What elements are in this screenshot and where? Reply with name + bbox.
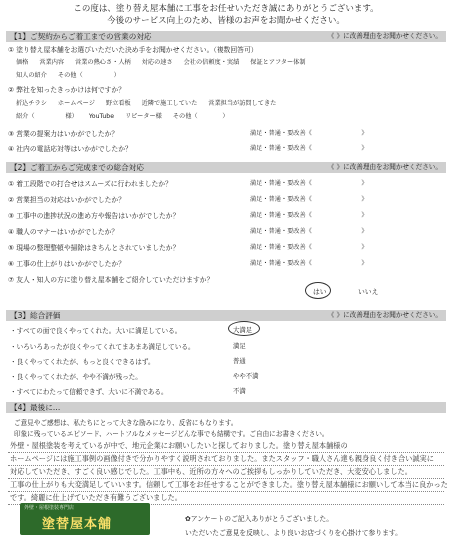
option-repeater[interactable]: リピーター様 — [124, 113, 162, 120]
logo-name: 塗替屋本舗 — [42, 517, 113, 532]
write-line — [8, 491, 444, 492]
s2-q6-scale[interactable]: 満足・普通・要改善《 》 — [250, 260, 368, 267]
option-other[interactable]: その他（ ） — [57, 72, 120, 79]
s2-question-1: ① 着工段階での打合せはスムーズに行われましたか？ — [8, 180, 172, 188]
s2-q1-scale[interactable]: 満足・普通・要改善《 》 — [250, 180, 368, 187]
section-2-header — [6, 162, 446, 173]
option-other-2[interactable]: その他（ ） — [172, 113, 229, 120]
option-referral[interactable]: 知人の紹介 — [16, 72, 47, 79]
section-3-hint: 《 》に改善理由をお聞かせください。 — [327, 311, 442, 319]
handwritten-line-1: 外壁・屋根塗装を考えているが中で、地元企業にお願いしたいと探しておりました。塗り替え屋本舗様の — [10, 441, 348, 450]
write-line — [8, 452, 444, 453]
s1-q2-options-b — [16, 111, 238, 120]
option-speed[interactable]: 対応の速さ — [141, 59, 173, 66]
write-line — [8, 465, 444, 466]
intro-line-1: この度は、塗り替え屋本舗に工事をお任せいただき誠にありがとうございます。 — [73, 4, 379, 14]
section-3-header — [6, 310, 446, 321]
intro-line-2: 今後のサービス向上のため、皆様のお声をお聞かせください。 — [107, 16, 345, 26]
yes-option[interactable]: はい — [313, 288, 327, 296]
s4-note-1: ご意見やご感想は、私たちにとって大きな励みになり、反省にもなります。 — [14, 419, 238, 427]
eval-row-2: ・いろいろあったが良くやってくれてまあまあ満足している。 — [10, 343, 195, 351]
s1-question-3: ③ 営業の提案力はいかがでしたか？ — [8, 130, 119, 138]
eval-level-4[interactable]: やや不満 — [233, 372, 259, 380]
s1-q1-options-b — [16, 70, 129, 79]
s4-note-2: 印象に残っているエピソード、ハートフルなメッセージどんな事でも結構です。ご自由にお書きください。 — [14, 430, 329, 438]
company-logo — [20, 503, 150, 535]
eval-row-1: ・すべての面で良くやってくれた。大いに満足している。 — [10, 327, 182, 335]
s2-question-4: ④ 職人のマナーはいかがでしたか？ — [8, 228, 119, 236]
option-sales-content[interactable]: 営業内容 — [39, 59, 65, 66]
option-warranty[interactable]: 保証とアフター体制 — [250, 59, 306, 66]
handwritten-line-2: ホームページには施工事例の画像付きで分かりやすく説明されておりました。またスタッフ・職人さん達も親身良く付き合い誠実に — [10, 454, 434, 463]
s1-q4-scale[interactable]: 満足・普通・要改善《 》 — [250, 145, 368, 152]
option-signboard[interactable]: 野立看板 — [105, 100, 131, 107]
handwritten-line-5: です。綺麗に仕上げていただき有難うございました。 — [10, 493, 182, 502]
option-flyer[interactable]: 折込チラシ — [16, 100, 47, 107]
eval-row-4: ・良くやってくれたが、やや不満が残った。 — [10, 373, 142, 381]
option-homepage[interactable]: ホームページ — [57, 100, 95, 107]
option-youtube[interactable]: YouTube — [88, 113, 115, 120]
thanks-line-2: いただいたご意見を反映し、より良いお店づくりを心掛けて参ります。 — [185, 529, 402, 537]
s1-question-2: ② 弊社を知ったきっかけは何ですか？ — [8, 86, 126, 94]
write-line — [8, 478, 444, 479]
s2-q3-scale[interactable]: 満足・普通・要改善《 》 — [250, 212, 368, 219]
handwritten-line-3: 対応していただき、すごく良い感じでした。工事中も、近所の方々へのご挨拶もしっかりしていただき、大変安心しました。 — [10, 467, 412, 476]
section-1-title: 【1】ご契約からご着工までの営業の対応 — [10, 32, 152, 41]
section-2-title: 【2】ご着工からご完成までの総合対応 — [10, 163, 144, 172]
logo-subtitle: 外壁・屋根塗装専門店 — [24, 505, 75, 511]
option-introduction[interactable]: 紹介（ 様） — [16, 113, 78, 120]
s2-question-3: ③ 工事中の進捗状況の進め方や報告はいかがでしたか？ — [8, 212, 180, 220]
s2-question-5: ⑤ 現場の整理整頓や掃除はきちんとされていましたか？ — [8, 244, 180, 252]
eval-row-3: ・良くやってくれたが、もっと良くできるはず。 — [10, 358, 155, 366]
eval-level-3[interactable]: 普通 — [233, 357, 246, 365]
section-4-title: 【4】最後に… — [10, 403, 61, 412]
eval-level-2[interactable]: 満足 — [233, 342, 246, 350]
s1-question-4: ④ 社内の電話応対等はいかがでしたか？ — [8, 145, 132, 153]
s1-q2-options-a — [16, 98, 285, 107]
section-1-hint: 《 》に改善理由をお聞かせください。 — [327, 32, 442, 40]
s2-q2-scale[interactable]: 満足・普通・要改善《 》 — [250, 196, 368, 203]
yes-circle-mark — [305, 282, 331, 299]
s2-q5-scale[interactable]: 満足・普通・要改善《 》 — [250, 244, 368, 251]
option-sales-visit[interactable]: 営業担当が訪問してきた — [208, 100, 277, 107]
s2-question-7: ⑦ 友人・知人の方に塗り替え屋本舗をご紹介していただけますか？ — [8, 276, 214, 284]
s2-question-2: ② 営業担当の対応はいかがでしたか？ — [8, 196, 126, 204]
section-2-hint: 《 》に改善理由をお聞かせください。 — [327, 163, 442, 171]
thanks-line-1: ✿アンケートのご記入ありがとうございました。 — [185, 515, 334, 523]
s1-q1-options-a — [16, 57, 315, 66]
s2-q4-scale[interactable]: 満足・普通・要改善《 》 — [250, 228, 368, 235]
s2-question-6: ⑥ 工事の仕上がりはいかがでしたか？ — [8, 260, 126, 268]
eval-level-5[interactable]: 不満 — [233, 387, 246, 395]
option-reliability[interactable]: 会社の信頼度・実績 — [183, 59, 240, 66]
section-4-header — [6, 402, 446, 413]
handwritten-line-4: 工事の仕上がりも大変満足していいます。信頼して工事をお任せすることができました。塗り替え屋本舗様にお願いして本当に良かった — [10, 480, 448, 489]
eval-level-1[interactable]: 大満足 — [233, 326, 253, 334]
eval-row-5: ・すべてにわたって信頼できず、大いに不満である。 — [10, 388, 168, 396]
option-price[interactable]: 価格 — [16, 59, 29, 66]
no-option[interactable]: いいえ — [358, 288, 379, 296]
section-3-title: 【3】総合評価 — [10, 311, 61, 320]
eval-circle-mark — [228, 321, 260, 336]
s1-question-1: ① 塗り替え屋本舗をお選びいただいた決め手をお聞かせください。（複数回答可） — [8, 46, 258, 54]
s1-q3-scale[interactable]: 満足・普通・要改善《 》 — [250, 130, 368, 137]
option-nearby-work[interactable]: 近隣で施工していた — [141, 100, 198, 107]
section-1-header — [6, 31, 446, 42]
option-enthusiasm[interactable]: 営業の熱心さ・人柄 — [75, 59, 131, 66]
